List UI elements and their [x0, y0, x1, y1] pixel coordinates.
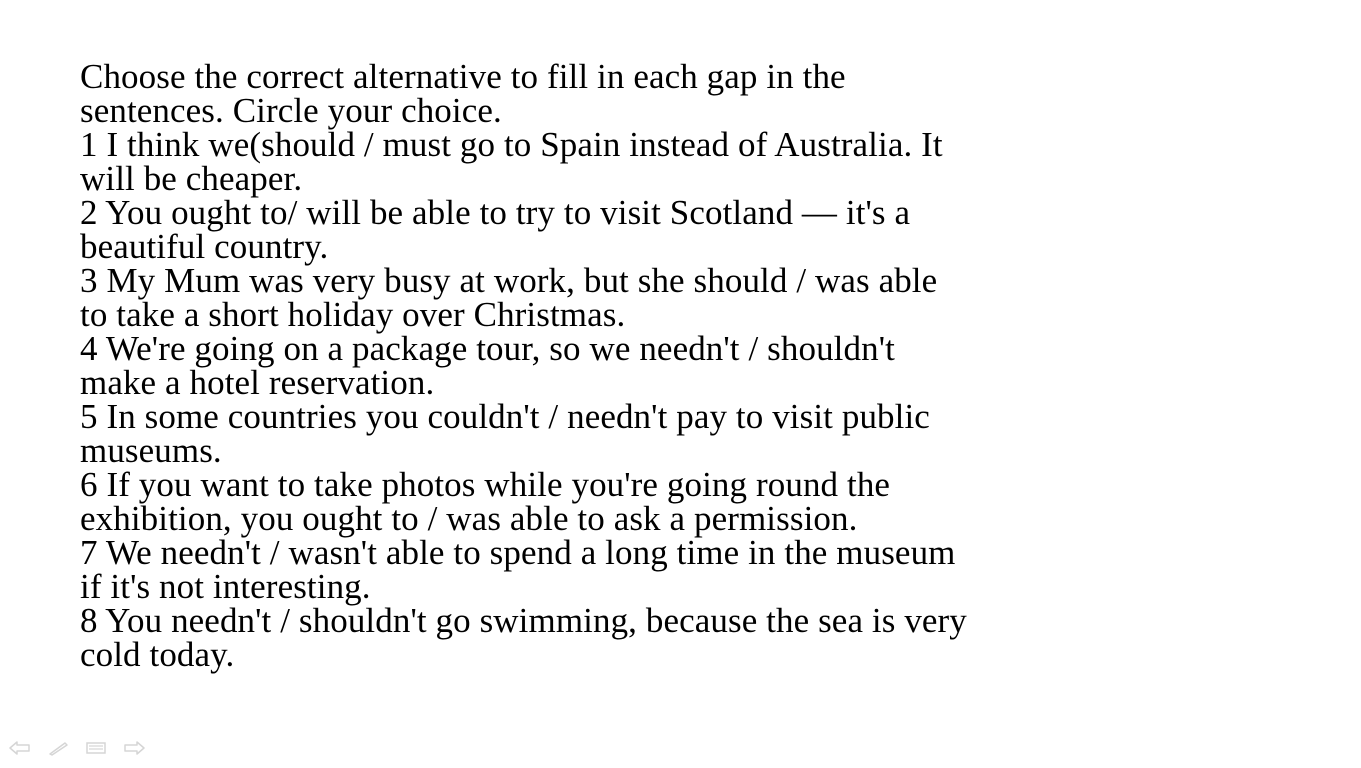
sentence-2-line-1: 2 You ought to/ will be able to try to visit Scotland — it's a — [80, 193, 911, 232]
exercise-text — [80, 57, 1320, 674]
previous-slide-button[interactable] — [8, 739, 32, 757]
sentence-6-line-1: 6 If you want to take photos while you're going round the — [80, 465, 891, 504]
sentence-3-line-2: to take a short holiday over Christmas. — [80, 295, 626, 334]
instruction-line-2: sentences. Circle your choice. — [80, 91, 502, 130]
back-arrow-icon — [9, 741, 31, 755]
next-slide-button[interactable] — [122, 739, 146, 757]
sentence-6-line-2: exhibition, you ought to / was able to ask a permission. — [80, 499, 858, 538]
sentence-5-line-2: museums. — [80, 431, 222, 470]
sentence-1-line-2: will be cheaper. — [80, 159, 303, 198]
sentence-1-line-1: 1 I think we(should / must go to Spain instead of Australia. It — [80, 125, 943, 164]
sentence-2-line-2: beautiful country. — [80, 227, 329, 266]
sentence-3-line-1: 3 My Mum was very busy at work, but she should / was able — [80, 261, 938, 300]
sentence-8-line-2: cold today. — [80, 635, 235, 674]
sentence-5-line-1: 5 In some countries you couldn't / needn't pay to visit public — [80, 397, 930, 436]
sentence-4-line-1: 4 We're going on a package tour, so we needn't / shouldn't — [80, 329, 895, 368]
menu-icon — [85, 741, 107, 755]
forward-arrow-icon — [123, 741, 145, 755]
pen-tool-button[interactable] — [46, 739, 70, 757]
slide-menu-button[interactable] — [84, 739, 108, 757]
sentence-7-line-1: 7 We needn't / wasn't able to spend a long time in the museum — [80, 533, 956, 572]
sentence-4-line-2: make a hotel reservation. — [80, 363, 435, 402]
sentence-8-line-1: 8 You needn't / shouldn't go swimming, because the sea is very — [80, 601, 967, 640]
sentence-7-line-2: if it's not interesting. — [80, 567, 371, 606]
pen-icon — [47, 740, 69, 756]
slideshow-navigation — [8, 738, 146, 758]
instruction-line-1: Choose the correct alternative to fill in each gap in the — [80, 57, 846, 96]
